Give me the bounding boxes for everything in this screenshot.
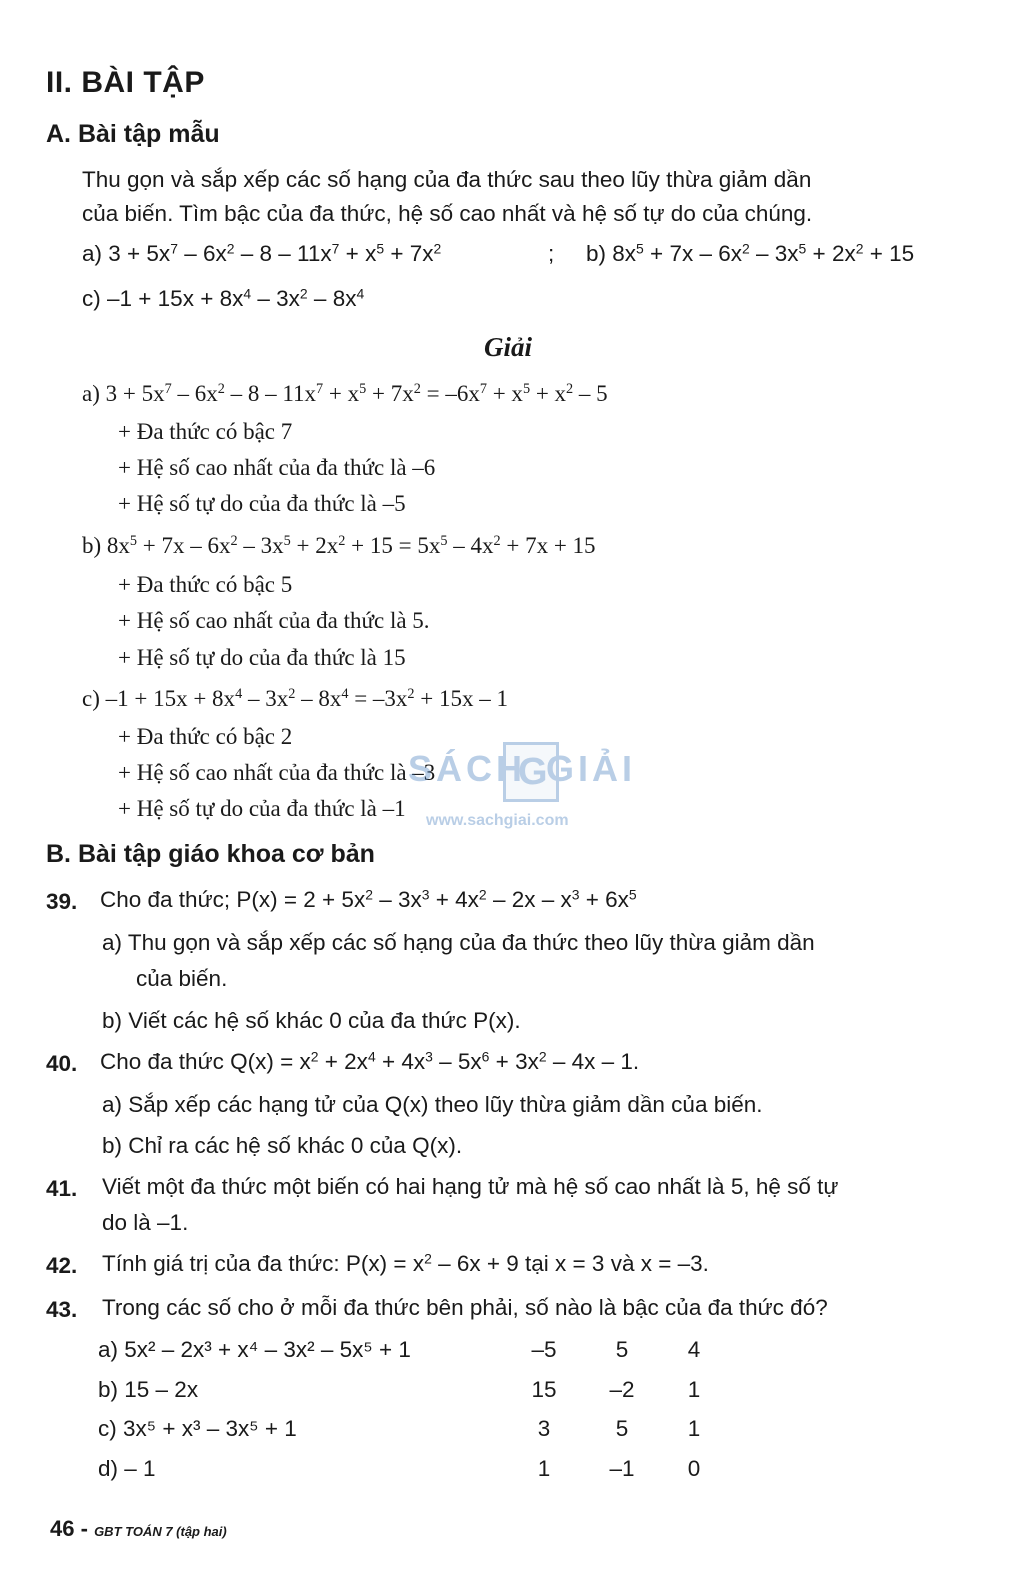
exercise-40-number: 40.: [46, 1051, 78, 1076]
exercise-43-row-c-label: c) 3x⁵ + x³ – 3x⁵ + 1: [98, 1416, 297, 1441]
footer-dash: -: [80, 1516, 88, 1541]
solution-b-equation: b) $8x^5 + 7x - 6x^2 - 3x^5 + 2x^2 + 15 = 5x^5 - 4x^2 + 7x + 15$: [82, 533, 596, 558]
exercise-43-row-b-label: b) 15 – 2x: [98, 1377, 199, 1402]
solution-c-degree: + Đa thức có bậc 2: [118, 724, 293, 749]
exercise-43-number: 43.: [46, 1297, 78, 1322]
exercise-41-line1: Viết một đa thức một biến có hai hạng tử mà hệ số cao nhất là 5, hệ số tự: [102, 1174, 839, 1199]
exercise-43-row-a-option-3: 4: [687, 1337, 701, 1362]
solution-heading: Giải: [484, 332, 533, 362]
solution-c-constant: + Hệ số tự do của đa thức là –1: [118, 796, 406, 821]
page-footer: [50, 1516, 227, 1542]
exercise-43-row-b-option-3: 1: [687, 1377, 701, 1402]
exercise-39-number: 39.: [46, 889, 78, 914]
exercise-41-number: 41.: [46, 1176, 78, 1201]
watermark-logo-letter: G: [518, 751, 548, 793]
exercise-42-statement: Tính giá trị của đa thức: $P(x) = x^2 - 6x + 9$ tại x = 3 và x = –3.: [102, 1250, 709, 1276]
problem-separator: ;: [548, 241, 555, 266]
exercise-40-part-a: a) Sắp xếp các hạng tử của Q(x) theo lũy thừa giảm dần của biến.: [102, 1092, 763, 1117]
exercise-43-row-d-option-1: 1: [537, 1456, 551, 1481]
exercise-43-row-d-option-2: –1: [609, 1456, 635, 1481]
exercise-43-row-d-option-3: 0: [687, 1456, 701, 1481]
exercise-43-row-b-option-2: –2: [609, 1377, 635, 1402]
watermark-right-text: GIẢI: [546, 748, 637, 789]
part-b-title: B. Bài tập giáo khoa cơ bản: [46, 840, 375, 868]
exercise-41-line2: do là –1.: [102, 1210, 189, 1235]
problem-c-expression: c) $-1 + 15x + 8x^4 - 3x^2 - 8x^4$: [82, 285, 365, 311]
exercise-43-row-c-option-2: 5: [615, 1416, 629, 1441]
solution-a-equation: a) $3 + 5x^7 - 6x^2 - 8 - 11x^7 + x^5 + 7x^2 = -6x^7 + x^5 + x^2 - 5$: [82, 381, 608, 406]
page-number: 46: [50, 1516, 75, 1541]
exercise-39-part-a-line2: của biến.: [136, 966, 228, 991]
exercise-43-row-a-option-2: 5: [615, 1337, 629, 1362]
exercise-39-statement: Cho đa thức; $P(x) = 2 + 5x^2 - 3x^3 + 4x^2 - 2x - x^3 + 6x^5$: [100, 886, 637, 912]
exercise-39-part-b: b) Viết các hệ số khác 0 của đa thức P(x).: [102, 1008, 521, 1033]
solution-a-constant: + Hệ số tự do của đa thức là –5: [118, 491, 406, 516]
section-title: II. BÀI TẬP: [46, 66, 205, 99]
book-title: GBT TOÁN 7 (tập hai): [94, 1524, 227, 1539]
exercise-43-row-d-label: d) – 1: [98, 1456, 156, 1481]
solution-c-leading-coef: + Hệ số cao nhất của đa thức là –3: [118, 760, 436, 785]
exercise-39-part-a-line1: a) Thu gọn và sắp xếp các số hạng của đa thức theo lũy thừa giảm dần: [102, 930, 815, 955]
exercise-43-row-c-option-1: 3: [537, 1416, 551, 1441]
exercise-43-statement: Trong các số cho ở mỗi đa thức bên phải, số nào là bậc của đa thức đó?: [102, 1295, 828, 1320]
exercise-43-row-a-label: a) 5x² – 2x³ + x⁴ – 3x² – 5x⁵ + 1: [98, 1337, 411, 1362]
solution-c-equation: c) $-1 + 15x + 8x^4 - 3x^2 - 8x^4 = -3x^2 + 15x - 1$: [82, 686, 509, 711]
exercise-40-part-b: b) Chỉ ra các hệ số khác 0 của Q(x).: [102, 1133, 463, 1158]
part-a-title: A. Bài tập mẫu: [46, 120, 220, 148]
problem-a-expression: a) $3 + 5x^7 - 6x^2 - 8 - 11x^7 + x^5 + 7x^2$: [82, 240, 442, 266]
exercise-42-number: 42.: [46, 1253, 78, 1278]
watermark-url: www.sachgiai.com: [426, 812, 569, 829]
solution-b-degree: + Đa thức có bậc 5: [118, 572, 293, 597]
exercise-43-row-b-option-1: 15: [531, 1377, 557, 1402]
part-a-prompt-line2: của biến. Tìm bậc của đa thức, hệ số cao nhất và hệ số tự do của chúng.: [82, 201, 813, 226]
solution-b-constant: + Hệ số tự do của đa thức là 15: [118, 645, 406, 670]
exercise-43-row-c-option-3: 1: [687, 1416, 701, 1441]
part-a-prompt-line1: Thu gọn và sắp xếp các số hạng của đa thức sau theo lũy thừa giảm dần: [82, 167, 812, 192]
problem-b-expression: b) $8x^5 + 7x - 6x^2 - 3x^5 + 2x^2 + 15$: [586, 240, 915, 266]
solution-a-degree: + Đa thức có bậc 7: [118, 419, 293, 444]
exercise-40-statement: Cho đa thức $Q(x) = x^2 + 2x^4 + 4x^3 - 5x^6 + 3x^2 - 4x - 1$.: [100, 1048, 640, 1074]
watermark-left-text: SÁCH: [408, 748, 527, 789]
solution-b-leading-coef: + Hệ số cao nhất của đa thức là 5.: [118, 608, 430, 633]
exercise-43-row-a-option-1: –5: [531, 1337, 557, 1362]
solution-a-leading-coef: + Hệ số cao nhất của đa thức là –6: [118, 455, 436, 480]
